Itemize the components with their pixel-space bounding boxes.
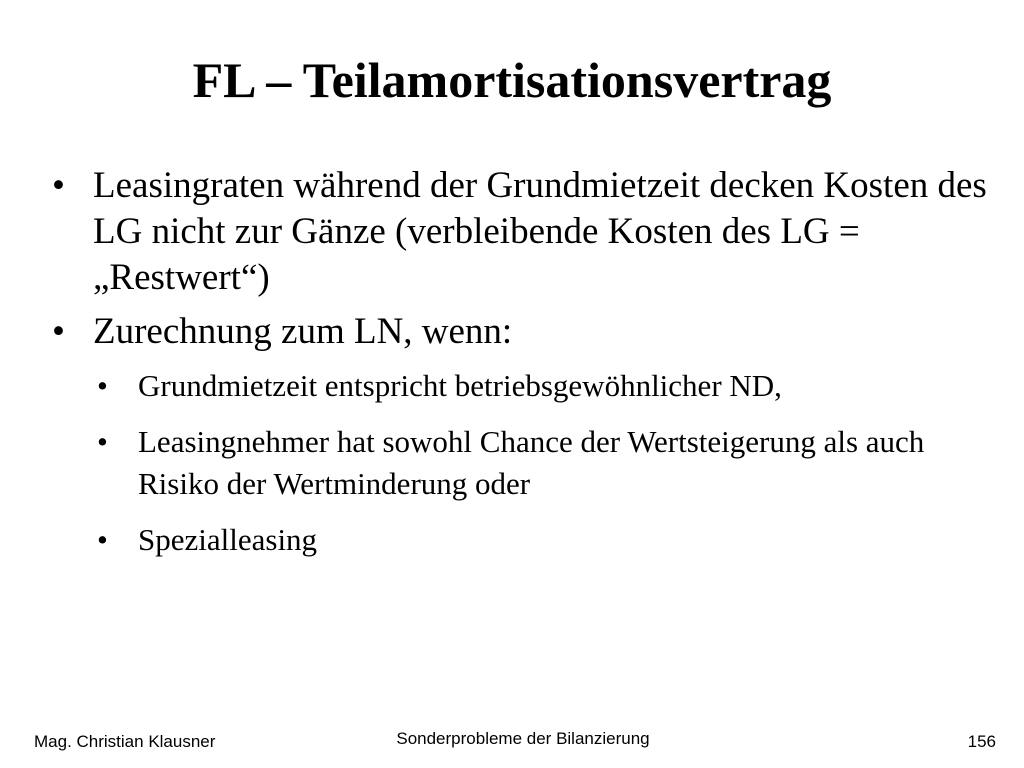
bullet-item — [52, 163, 992, 301]
sub-bullet-dot-icon: • — [97, 368, 108, 403]
sub-bullet-item — [97, 365, 992, 407]
footer-page-number: 156 — [967, 732, 996, 751]
sub-bullet-item — [97, 519, 992, 561]
footer-topic: Sonderprobleme der Bilanzierung — [396, 729, 650, 748]
bullet-text: Zurechnung zum LN, wenn: — [93, 311, 513, 352]
bullet-list — [52, 163, 992, 575]
sub-bullet-dot-icon: • — [97, 522, 108, 557]
bullet-item — [52, 309, 992, 355]
footer-author: Mag. Christian Klausner — [34, 732, 216, 751]
sub-bullet-dot-icon: • — [97, 424, 108, 459]
slide-title: FL – Teilamortisationsvertrag — [192, 52, 832, 108]
sub-bullet-text: Spezialleasing — [138, 522, 318, 557]
sub-bullet-item — [97, 421, 992, 505]
sub-bullet-text: Grundmietzeit entspricht betriebsgewöhnlicher ND, — [138, 368, 782, 403]
bullet-dot-icon: • — [52, 165, 65, 206]
bullet-dot-icon: • — [52, 311, 65, 352]
sub-bullet-text: Leasingnehmer hat sowohl Chance der Wertsteigerung als auch Risiko der Wertminderung oder — [138, 424, 925, 501]
bullet-text: Leasingraten während der Grundmietzeit decken Kosten des LG nicht zur Gänze (verbleibende Kosten des LG = „Restwert“) — [93, 165, 987, 298]
